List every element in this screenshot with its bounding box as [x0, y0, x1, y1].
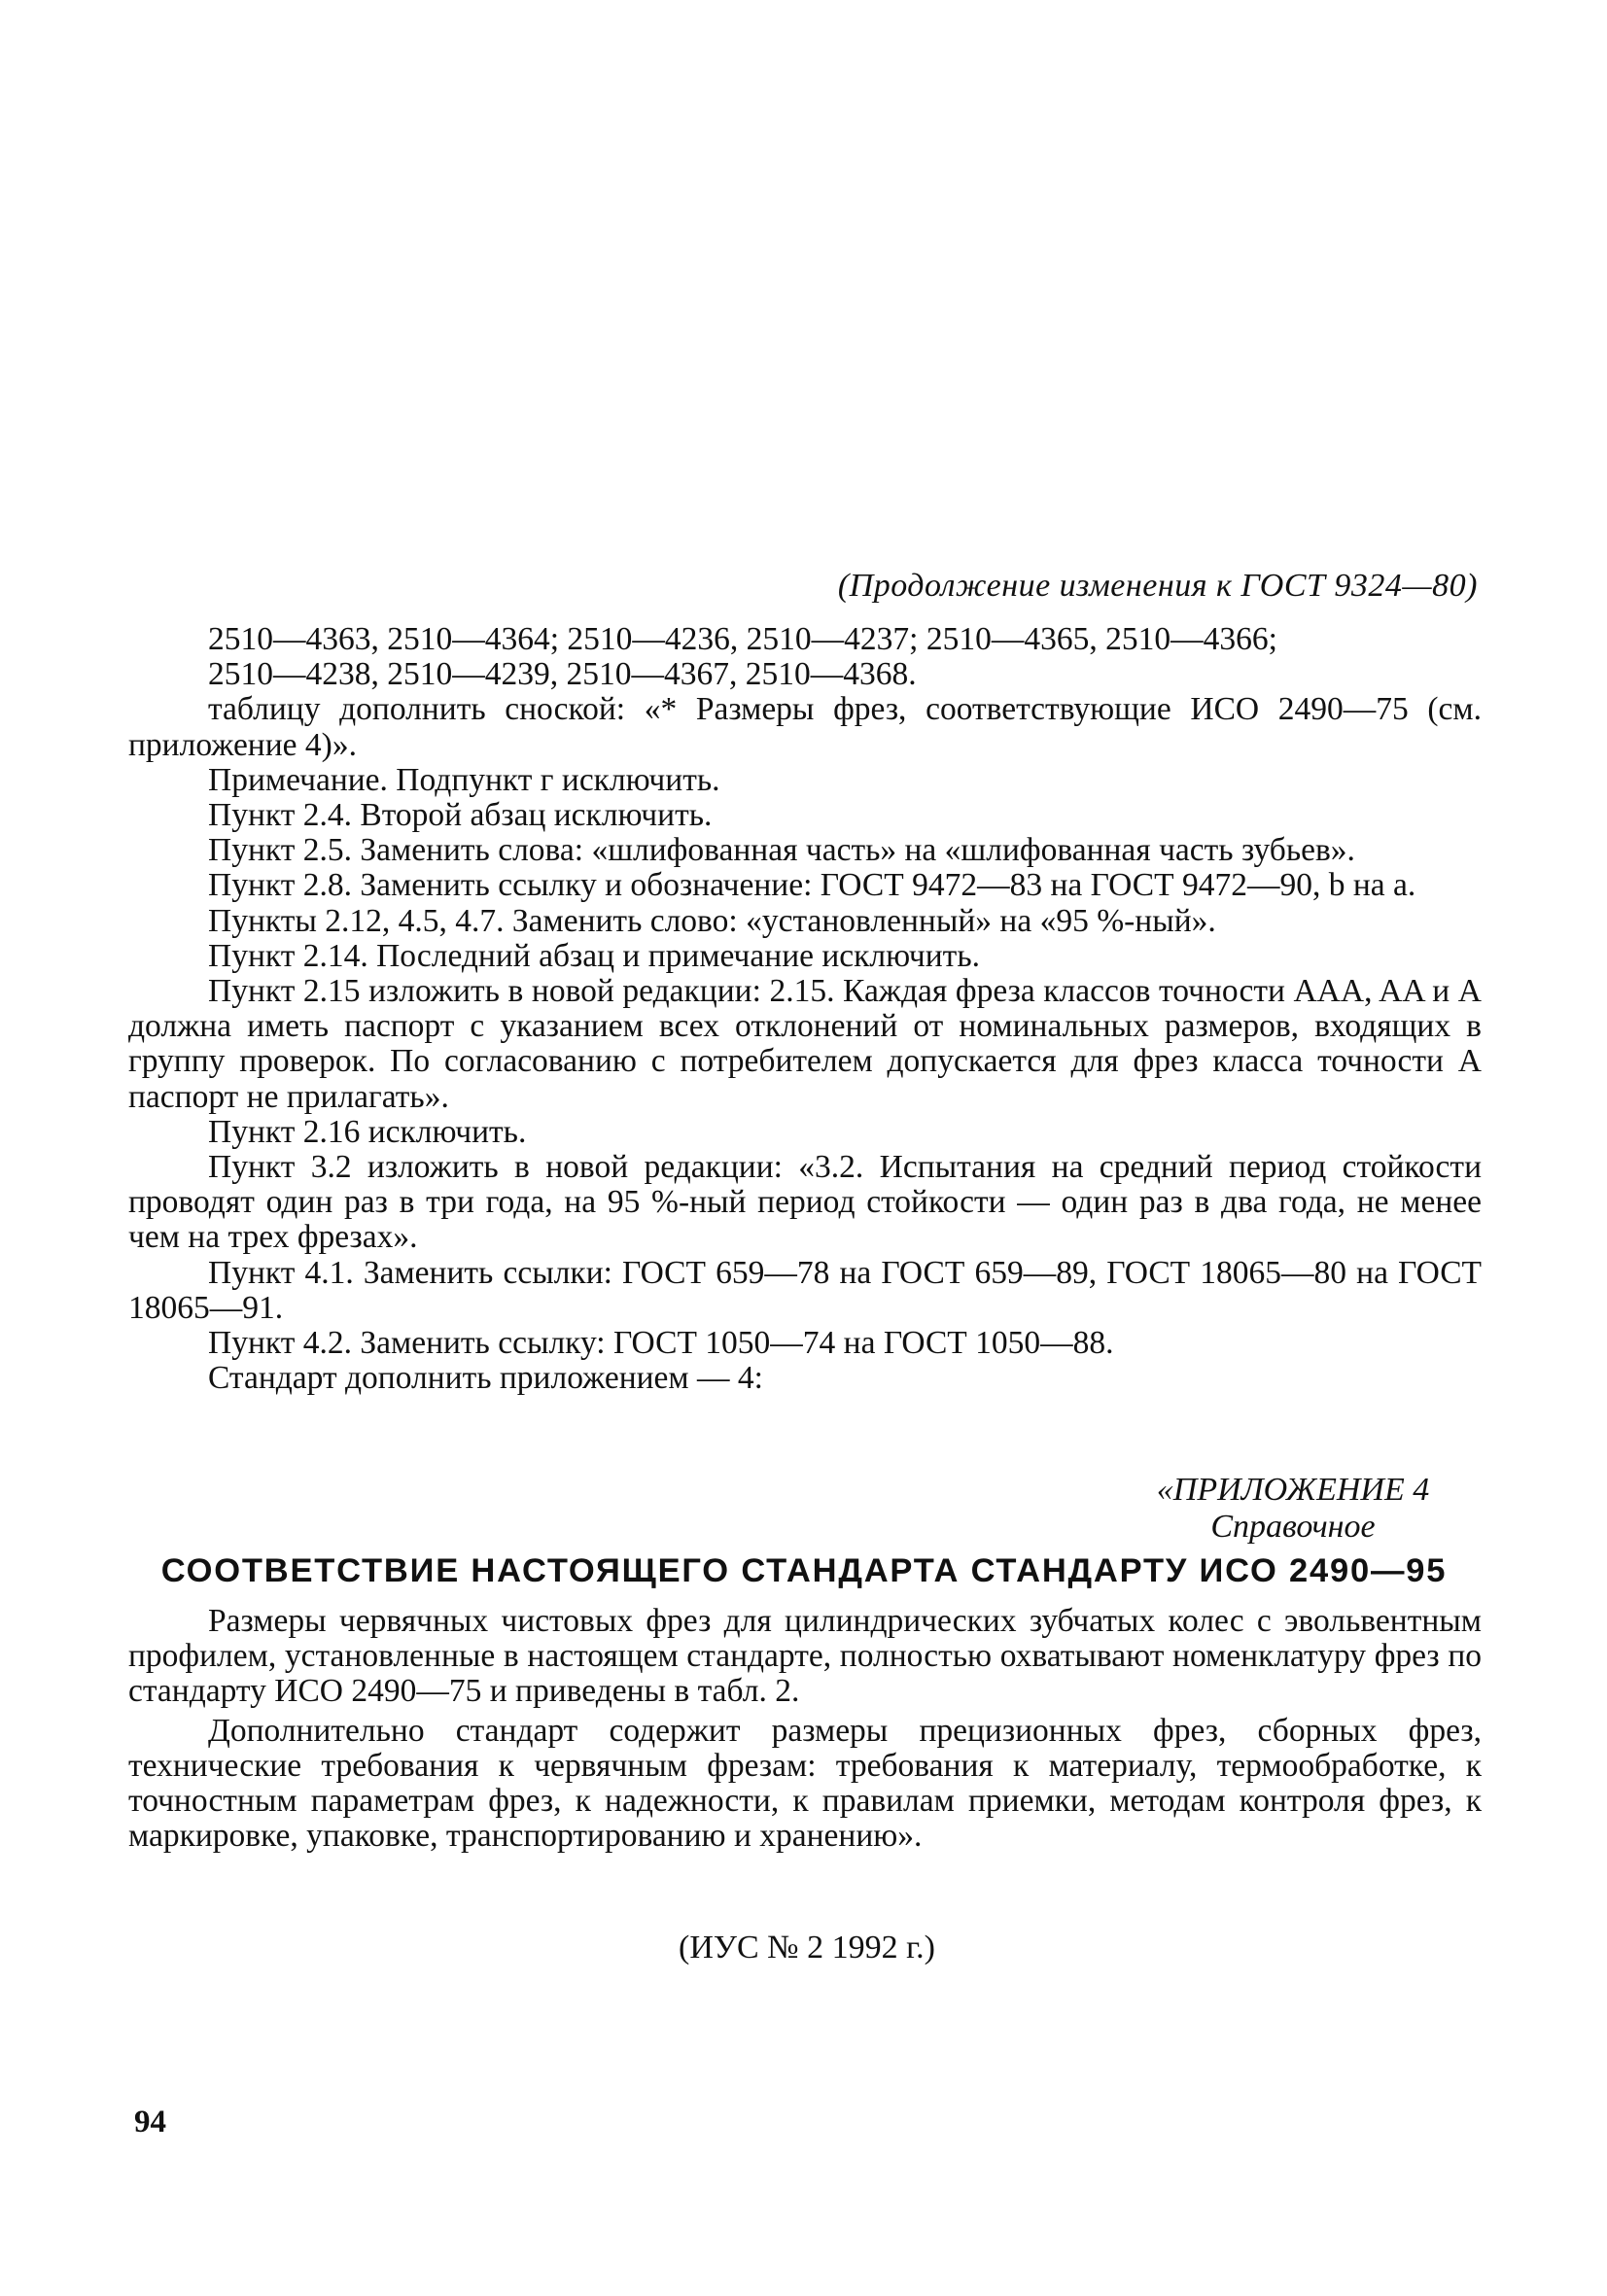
amendment-line: Стандарт дополнить приложением — 4:	[208, 1360, 763, 1397]
amendment-line: Пункт 2.4. Второй абзац исключить.	[208, 797, 713, 834]
amendment-line: Пункт 2.8. Заменить ссылку и обозначение: ГОСТ 9472—83 на ГОСТ 9472—90, b на a.	[208, 867, 1416, 904]
page-number: 94	[134, 2105, 166, 2139]
amendment-line: Примечание. Подпункт г исключить.	[208, 761, 720, 798]
amendment-line: Пункты 2.12, 4.5, 4.7. Заменить слово: «установленный» на «95 %-ный».	[208, 902, 1216, 939]
amendment-line: Пункт 4.2. Заменить ссылку: ГОСТ 1050—74 на ГОСТ 1050—88.	[208, 1325, 1114, 1362]
amendment-line: Пункт 2.15 изложить в новой редакции: 2.15. Каждая фреза классов точности AAA, AA и A должна иметь паспорт с указанием всех отклонений от номинальных размеров, входящих в группу проверок. По согласованию с потребителем допускается для фрез класса точности A паспорт не прилагать».	[128, 973, 1482, 1115]
appendix-paragraph: Дополнительно стандарт содержит размеры прецизионных фрез, сборных фрез, технические требования к червячным фрезам: требования к материалу, термообработке, к точностным параметрам фрез, к надежности, к правилам приемки, методам контроля фрез, к маркировке, упаковке, транспортированию и хранению».	[128, 1712, 1482, 1855]
amendment-line: Пункт 3.2 изложить в новой редакции: «3.2. Испытания на средний период стойкости проводят один раз в три года, на 95 %-ный период стойкости — один раз в два года, не менее чем на трех фрезах».	[128, 1149, 1482, 1256]
appendix-label: «ПРИЛОЖЕНИЕ 4	[1156, 1472, 1430, 1508]
appendix-title: СООТВЕТСТВИЕ НАСТОЯЩЕГО СТАНДАРТА СТАНДАРТУ ИСО 2490—95	[160, 1552, 1448, 1589]
appendix-body	[128, 1604, 1482, 1858]
continuation-header: (Продолжение изменения к ГОСТ 9324—80)	[837, 568, 1478, 604]
amendment-text	[128, 622, 1482, 1396]
source-reference: (ИУС № 2 1992 г.)	[679, 1930, 935, 1966]
amendment-line: 2510—4363, 2510—4364; 2510—4236, 2510—4237; 2510—4365, 2510—4366;	[208, 621, 1277, 657]
amendment-line: 2510—4238, 2510—4239, 2510—4367, 2510—4368.	[208, 656, 917, 693]
appendix-label-block	[1099, 1472, 1487, 1546]
amendment-line: Пункт 2.5. Заменить слова: «шлифованная часть» на «шлифованная часть зубьев».	[208, 832, 1355, 869]
amendment-line: Пункт 4.1. Заменить ссылки: ГОСТ 659—78 на ГОСТ 659—89, ГОСТ 18065—80 на ГОСТ 18065—91.	[128, 1254, 1482, 1326]
appendix-type: Справочное	[1210, 1509, 1376, 1545]
appendix-paragraph: Размеры червячных чистовых фрез для цилиндрических зубчатых колес с эвольвентным профилем, установленные в настоящем стандарте, полностью охватывают номенклатуру фрез по стандарту ИСО 2490—75 и приведены в табл. 2.	[128, 1603, 1482, 1710]
amendment-line: таблицу дополнить сноской: «* Размеры фрез, соответствующие ИСО 2490—75 (см. приложение 4)».	[128, 691, 1482, 763]
amendment-line: Пункт 2.14. Последний абзац и примечание исключить.	[208, 937, 980, 974]
amendment-line: Пункт 2.16 исключить.	[208, 1113, 527, 1150]
